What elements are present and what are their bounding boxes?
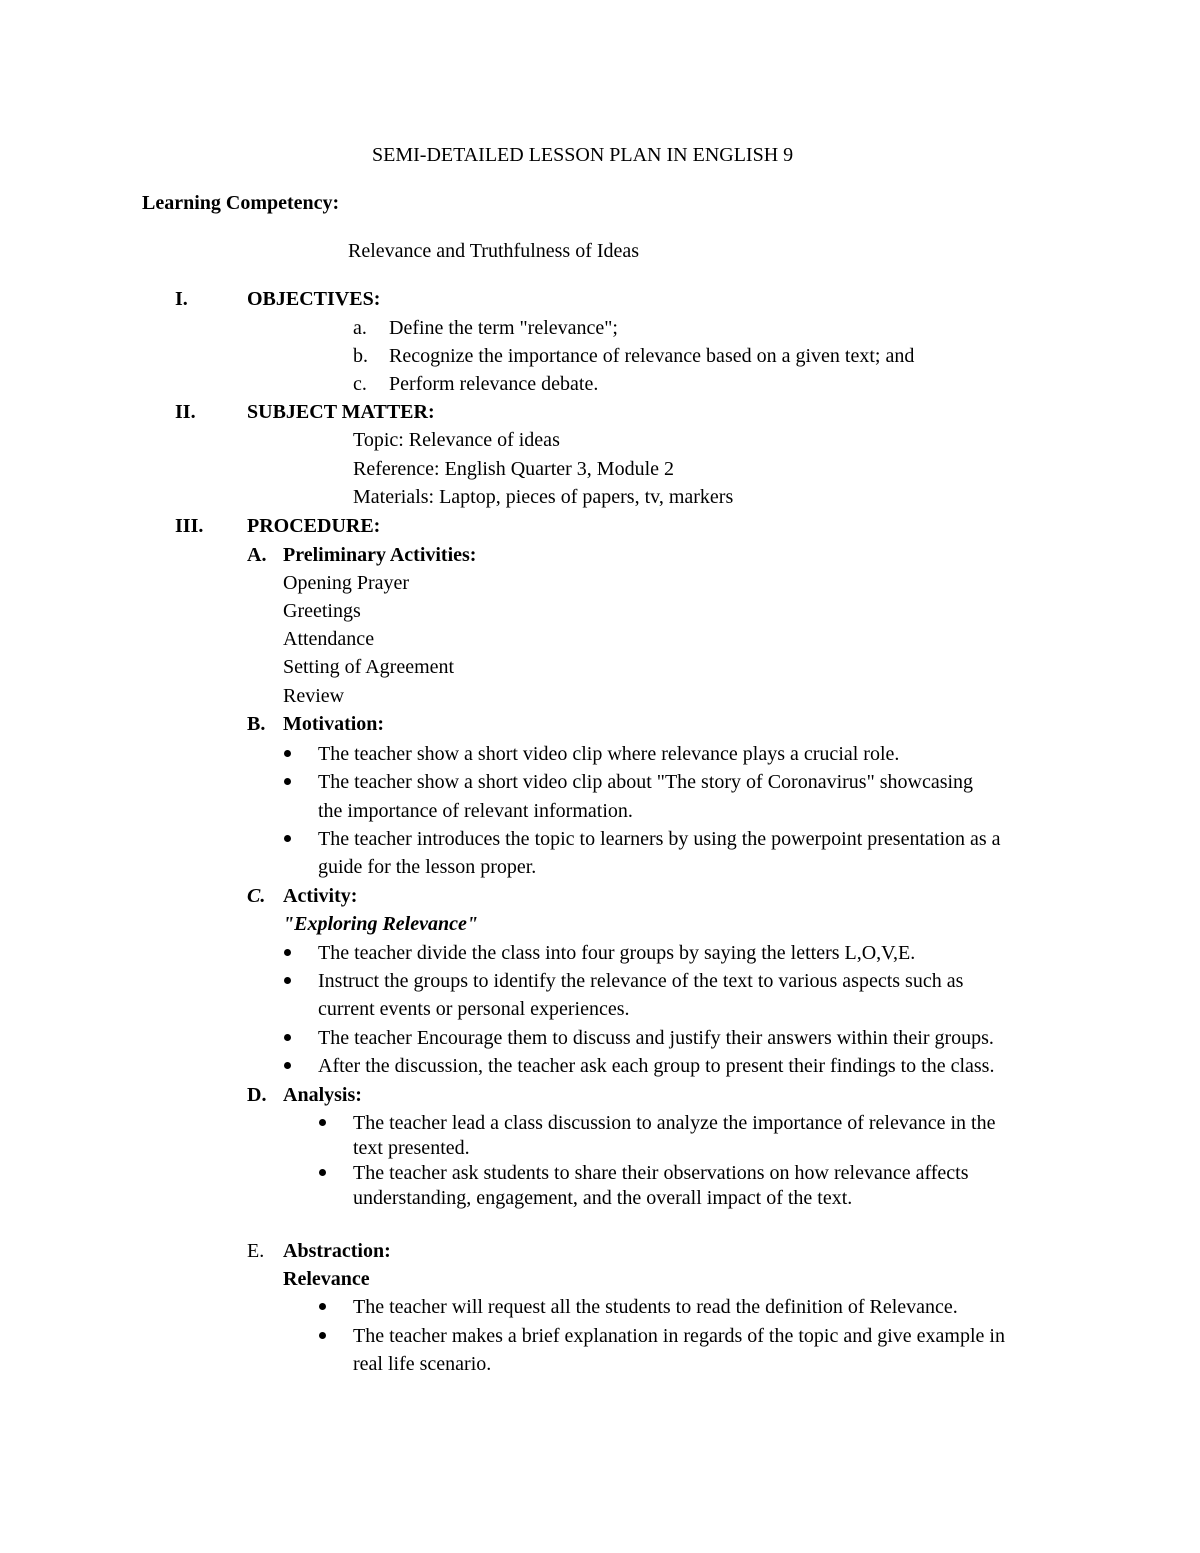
subject-materials: Materials: Laptop, pieces of papers, tv, markers [353, 486, 734, 508]
abstraction-bullet-1: The teacher will request all the students to read the definition of Relevance. [353, 1296, 958, 1318]
analysis-bullet-1-cont: text presented. [353, 1137, 470, 1159]
objective-item-c: Perform relevance debate. [389, 373, 599, 395]
preliminary-item: Greetings [283, 600, 361, 622]
motivation-bullet-3-cont: guide for the lesson proper. [318, 856, 537, 878]
competency-value: Relevance and Truthfulness of Ideas [348, 240, 640, 262]
objective-item-b: Recognize the importance of relevance based on a given text; and [389, 345, 915, 367]
analysis-heading: Analysis: [283, 1084, 362, 1106]
bullet-icon [319, 1303, 326, 1310]
activity-subtitle: "Exploring Relevance" [283, 913, 478, 935]
objective-item-a: Define the term "relevance"; [389, 317, 618, 339]
abstraction-bullet-2: The teacher makes a brief explanation in regards of the topic and give example in [353, 1325, 1005, 1347]
abstraction-bullet-2-cont: real life scenario. [353, 1353, 492, 1375]
abstraction-subtitle: Relevance [283, 1268, 370, 1290]
bullet-icon [284, 977, 291, 984]
objective-marker-b: b. [353, 345, 368, 367]
preliminary-item: Attendance [283, 628, 375, 650]
preliminary-item: Setting of Agreement [283, 656, 455, 678]
analysis-bullet-2-cont: understanding, engagement, and the overall impact of the text. [353, 1187, 853, 1209]
motivation-bullet-3: The teacher introduces the topic to learners by using the powerpoint presentation as a [318, 828, 1001, 850]
procedure-letter-c: C. [247, 885, 266, 907]
bullet-icon [284, 949, 291, 956]
activity-bullet-2: Instruct the groups to identify the relevance of the text to various aspects such as [318, 970, 964, 992]
objective-marker-c: c. [353, 373, 367, 395]
bullet-icon [284, 1062, 291, 1069]
procedure-letter-d: D. [247, 1084, 267, 1106]
preliminary-item: Review [283, 685, 345, 707]
section-numeral-2: II. [175, 401, 196, 423]
activity-bullet-4: After the discussion, the teacher ask each group to present their findings to the class. [318, 1055, 995, 1077]
preliminary-heading: Preliminary Activities: [283, 544, 477, 566]
motivation-bullet-2-cont: the importance of relevant information. [318, 800, 633, 822]
document-title: SEMI-DETAILED LESSON PLAN IN ENGLISH 9 [372, 144, 794, 166]
section-numeral-3: III. [175, 515, 204, 537]
subject-matter-heading: SUBJECT MATTER: [247, 401, 435, 423]
objectives-heading: OBJECTIVES: [247, 288, 381, 310]
objective-marker-a: a. [353, 317, 367, 339]
activity-bullet-1: The teacher divide the class into four groups by saying the letters L,O,V,E. [318, 942, 916, 964]
bullet-icon [319, 1169, 326, 1176]
section-numeral-1: I. [175, 288, 188, 310]
analysis-bullet-2: The teacher ask students to share their observations on how relevance affects [353, 1162, 969, 1184]
subject-topic: Topic: Relevance of ideas [353, 429, 560, 451]
preliminary-item: Opening Prayer [283, 572, 410, 594]
bullet-icon [319, 1332, 326, 1339]
bullet-icon [284, 778, 291, 785]
procedure-letter-e: E. [247, 1240, 265, 1262]
procedure-letter-a: A. [247, 544, 267, 566]
procedure-letter-b: B. [247, 713, 266, 735]
analysis-bullet-1: The teacher lead a class discussion to analyze the importance of relevance in the [353, 1112, 996, 1134]
activity-bullet-2-cont: current events or personal experiences. [318, 998, 630, 1020]
bullet-icon [284, 1034, 291, 1041]
abstraction-heading: Abstraction: [283, 1240, 391, 1262]
competency-label: Learning Competency: [142, 192, 340, 214]
motivation-heading: Motivation: [283, 713, 385, 735]
motivation-bullet-2: The teacher show a short video clip about "The story of Coronavirus" showcasing [318, 771, 974, 793]
activity-heading: Activity: [283, 885, 358, 907]
subject-reference: Reference: English Quarter 3, Module 2 [353, 458, 675, 480]
bullet-icon [319, 1119, 326, 1126]
activity-bullet-3: The teacher Encourage them to discuss and justify their answers within their groups. [318, 1027, 994, 1049]
procedure-heading: PROCEDURE: [247, 515, 381, 537]
bullet-icon [284, 835, 291, 842]
motivation-bullet-1: The teacher show a short video clip where relevance plays a crucial role. [318, 743, 900, 765]
bullet-icon [284, 750, 291, 757]
